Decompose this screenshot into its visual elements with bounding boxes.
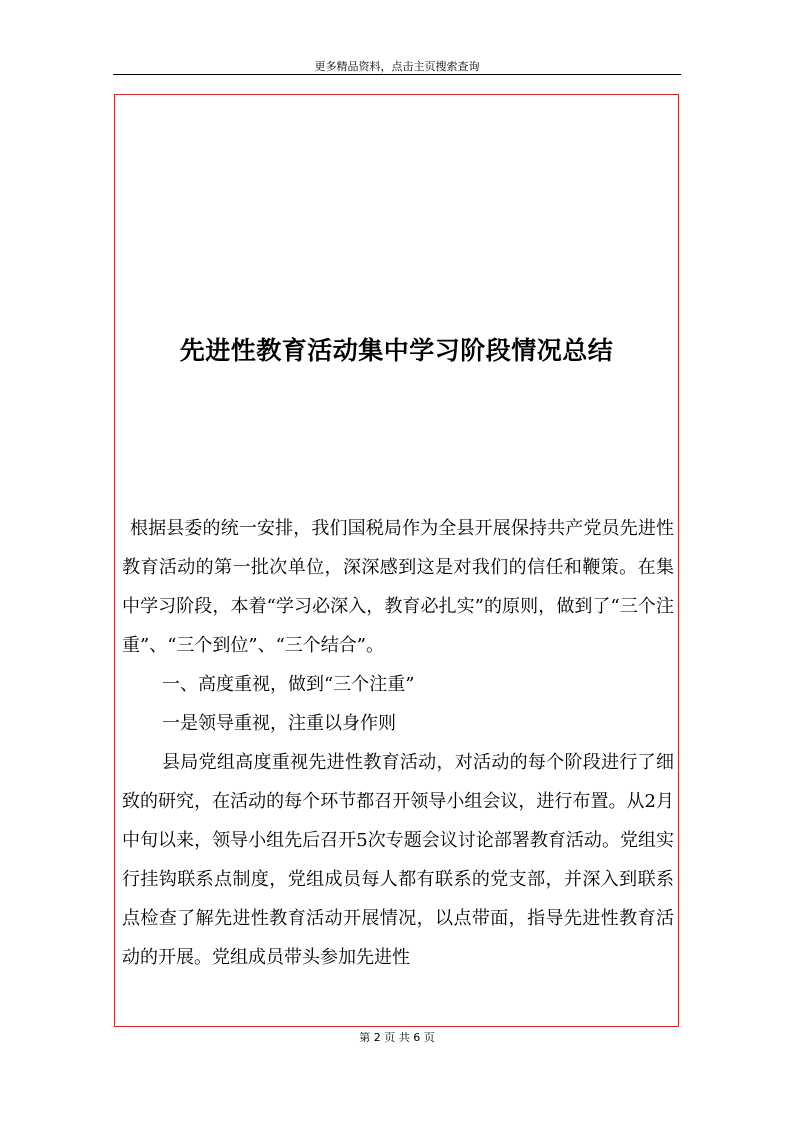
paragraph-intro: 根据县委的统一安排，我们国税局作为全县开展保持共产党员先进性教育活动的第一批次单位，深深感到这是对我们的信任和鞭策。在集中学习阶段，本着“学习必深入，教育必扎实”的原则，做到了“三个注重”、“三个到位”、“三个结合”。 (122, 518, 674, 656)
document-title: 先进性教育活动集中学习阶段情况总结 (179, 336, 614, 365)
section-heading: 一、高度重视，做到“三个注重” (162, 674, 415, 695)
header-divider (113, 74, 681, 75)
paragraph-body: 县局党组高度重视先进性教育活动，对活动的每个阶段进行了细致的研究，在活动的每个环节都召开领导小组会议，进行布置。从2月中旬以来，领导小组先后召开5次专题会议讨论部署教育活动。党组实行挂钩联系点制度，党组成员每人都有联系的党支部，并深入到联系点检查了解先进性教育活动开展情况，以点带面，指导先进性教育活动的开展。党组成员带头参加先进性 (122, 752, 674, 968)
page-number-footer: 第 2 页 共 6 页 (359, 1031, 435, 1044)
subsection-heading: 一是领导重视，注重以身作则 (162, 713, 396, 734)
document-body (122, 509, 674, 977)
page-header-text: 更多精品资料，点击主页搜索查询 (314, 60, 480, 73)
